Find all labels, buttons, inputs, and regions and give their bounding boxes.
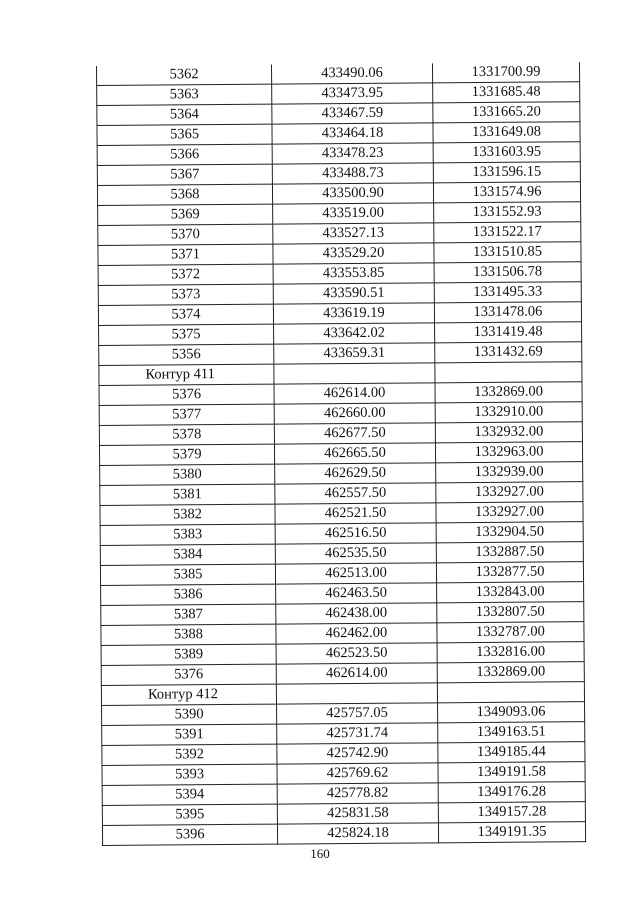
x-coordinate-cell: 433467.59 (272, 103, 433, 124)
point-number-cell: 5371 (98, 244, 273, 265)
y-coordinate-cell: 1349185.44 (438, 742, 585, 763)
point-number-cell: 5385 (100, 564, 275, 585)
point-number-cell: 5380 (100, 464, 275, 485)
y-coordinate-cell: 1349191.58 (438, 762, 585, 783)
x-coordinate-cell: 425831.58 (277, 803, 438, 824)
x-coordinate-cell: 462665.50 (274, 443, 435, 464)
point-number-cell: 5382 (100, 504, 275, 525)
y-coordinate-cell: 1331552.93 (434, 202, 581, 223)
point-number-cell: 5369 (98, 204, 273, 225)
x-coordinate-cell: 462629.50 (275, 463, 436, 484)
point-number-cell: 5389 (101, 644, 276, 665)
point-number-cell: 5394 (102, 784, 277, 805)
x-coordinate-cell: 462677.50 (274, 423, 435, 444)
y-coordinate-cell: 1349163.51 (438, 722, 585, 743)
point-number-cell: 5363 (97, 84, 272, 105)
x-coordinate-cell: 462462.00 (276, 623, 437, 644)
x-coordinate-cell: 462614.00 (276, 663, 437, 684)
point-number-cell: 5378 (99, 424, 274, 445)
point-number-cell: 5395 (102, 804, 277, 825)
x-coordinate-cell: 462513.00 (275, 563, 436, 584)
x-coordinate-cell: 433500.90 (272, 183, 433, 204)
y-coordinate-cell: 1331495.33 (434, 282, 581, 303)
empty-cell (435, 362, 582, 383)
y-coordinate-cell: 1332927.00 (436, 482, 583, 503)
y-coordinate-cell: 1332869.00 (435, 382, 582, 403)
point-number-cell: 5396 (102, 824, 277, 845)
coordinates-table (96, 62, 586, 846)
y-coordinate-cell: 1332843.00 (437, 582, 584, 603)
point-number-cell: 5362 (96, 65, 271, 86)
point-number-cell: 5356 (99, 344, 274, 365)
y-coordinate-cell: 1332807.50 (437, 602, 584, 623)
point-number-cell: 5387 (101, 604, 276, 625)
x-coordinate-cell: 462523.50 (276, 643, 437, 664)
y-coordinate-cell: 1332932.00 (435, 422, 582, 443)
x-coordinate-cell: 425769.62 (277, 763, 438, 784)
x-coordinate-cell: 462463.50 (276, 583, 437, 604)
point-number-cell: 5393 (102, 764, 277, 785)
empty-cell (437, 682, 584, 703)
point-number-cell: 5384 (100, 544, 275, 565)
point-number-cell: 5367 (97, 164, 272, 185)
y-coordinate-cell: 1332787.00 (437, 622, 584, 643)
y-coordinate-cell: 1349093.06 (438, 702, 585, 723)
point-number-cell: 5364 (97, 104, 272, 125)
table-row (102, 822, 585, 846)
point-number-cell: 5381 (100, 484, 275, 505)
x-coordinate-cell: 433529.20 (273, 243, 434, 264)
y-coordinate-cell: 1331665.20 (433, 102, 580, 123)
point-number-cell: 5383 (100, 524, 275, 545)
page-number: 160 (310, 846, 330, 861)
contour-label: Контур 411 (99, 364, 274, 385)
y-coordinate-cell: 1331432.69 (435, 342, 582, 363)
point-number-cell: 5392 (102, 744, 277, 765)
y-coordinate-cell: 1332963.00 (435, 442, 582, 463)
x-coordinate-cell: 433659.31 (274, 343, 435, 364)
y-coordinate-cell: 1331510.85 (434, 242, 581, 263)
point-number-cell: 5368 (97, 184, 272, 205)
point-number-cell: 5391 (102, 724, 277, 745)
x-coordinate-cell: 425778.82 (277, 783, 438, 804)
point-number-cell: 5376 (101, 664, 276, 685)
y-coordinate-cell: 1332927.00 (436, 502, 583, 523)
x-coordinate-cell: 425742.90 (277, 743, 438, 764)
y-coordinate-cell: 1349176.28 (438, 782, 585, 803)
x-coordinate-cell: 433642.02 (274, 323, 435, 344)
y-coordinate-cell: 1331419.48 (435, 322, 582, 343)
point-number-cell: 5376 (99, 384, 274, 405)
x-coordinate-cell: 425731.74 (277, 723, 438, 744)
y-coordinate-cell: 1332869.00 (437, 662, 584, 683)
x-coordinate-cell: 433490.06 (271, 63, 432, 84)
y-coordinate-cell: 1331649.08 (433, 122, 580, 143)
point-number-cell: 5373 (98, 284, 273, 305)
y-coordinate-cell: 1332904.50 (436, 522, 583, 543)
y-coordinate-cell: 1331522.17 (434, 222, 581, 243)
point-number-cell: 5375 (99, 324, 274, 345)
y-coordinate-cell: 1332939.00 (436, 462, 583, 483)
x-coordinate-cell: 433553.85 (273, 263, 434, 284)
x-coordinate-cell: 462521.50 (275, 503, 436, 524)
x-coordinate-cell: 433478.23 (272, 143, 433, 164)
x-coordinate-cell: 462438.00 (276, 603, 437, 624)
x-coordinate-cell: 433473.95 (272, 83, 433, 104)
x-coordinate-cell: 462614.00 (274, 383, 435, 404)
point-number-cell: 5377 (99, 404, 274, 425)
y-coordinate-cell: 1331603.95 (433, 142, 580, 163)
empty-cell (274, 363, 435, 384)
y-coordinate-cell: 1331685.48 (433, 82, 580, 103)
x-coordinate-cell: 462557.50 (275, 483, 436, 504)
point-number-cell: 5366 (97, 144, 272, 165)
y-coordinate-cell: 1331478.06 (434, 302, 581, 323)
x-coordinate-cell: 462535.50 (275, 543, 436, 564)
x-coordinate-cell: 433527.13 (273, 223, 434, 244)
y-coordinate-cell: 1332910.00 (435, 402, 582, 423)
point-number-cell: 5372 (98, 264, 273, 285)
point-number-cell: 5386 (101, 584, 276, 605)
y-coordinate-cell: 1332877.50 (436, 562, 583, 583)
x-coordinate-cell: 425757.05 (277, 703, 438, 724)
y-coordinate-cell: 1349191.35 (438, 822, 585, 843)
point-number-cell: 5379 (99, 444, 274, 465)
empty-cell (276, 683, 437, 704)
y-coordinate-cell: 1331596.15 (433, 162, 580, 183)
point-number-cell: 5365 (97, 124, 272, 145)
y-coordinate-cell: 1331700.99 (432, 62, 579, 83)
x-coordinate-cell: 462516.50 (275, 523, 436, 544)
x-coordinate-cell: 433619.19 (273, 303, 434, 324)
x-coordinate-cell: 433590.51 (273, 283, 434, 304)
y-coordinate-cell: 1332887.50 (436, 542, 583, 563)
y-coordinate-cell: 1349157.28 (438, 802, 585, 823)
y-coordinate-cell: 1331506.78 (434, 262, 581, 283)
x-coordinate-cell: 433519.00 (273, 203, 434, 224)
x-coordinate-cell: 433488.73 (272, 163, 433, 184)
point-number-cell: 5370 (98, 224, 273, 245)
x-coordinate-cell: 433464.18 (272, 123, 433, 144)
point-number-cell: 5388 (101, 624, 276, 645)
x-coordinate-cell: 425824.18 (277, 823, 438, 844)
coordinates-table-body (96, 62, 585, 845)
y-coordinate-cell: 1331574.96 (433, 182, 580, 203)
y-coordinate-cell: 1332816.00 (437, 642, 584, 663)
point-number-cell: 5390 (102, 704, 277, 725)
point-number-cell: 5374 (98, 304, 273, 325)
contour-label: Контур 412 (101, 684, 276, 705)
x-coordinate-cell: 462660.00 (274, 403, 435, 424)
